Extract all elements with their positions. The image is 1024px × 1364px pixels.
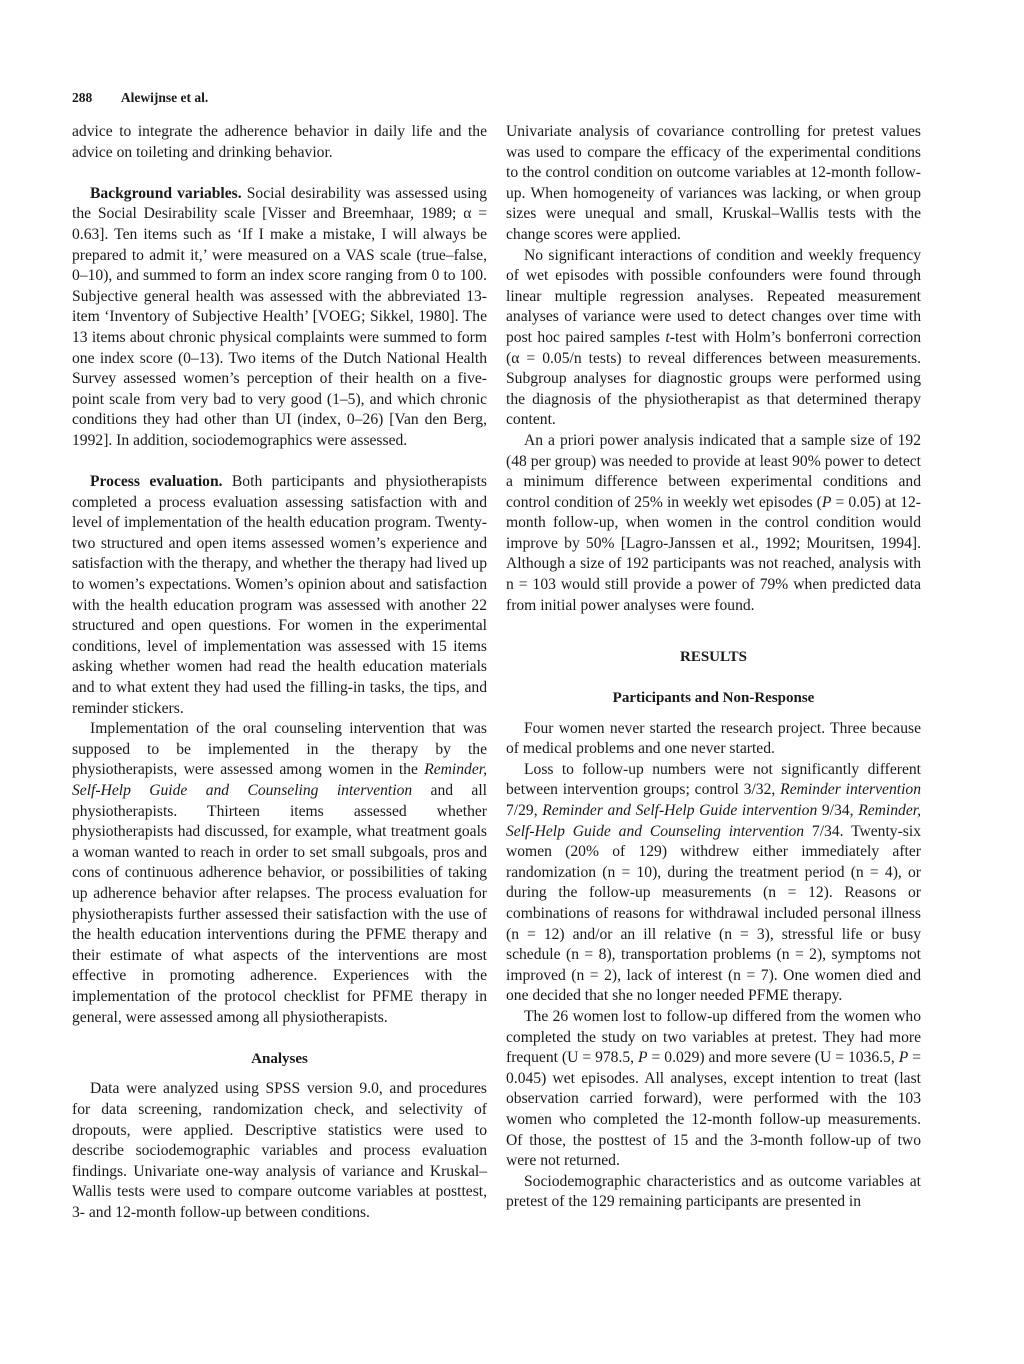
paragraph-background-variables [72,184,487,452]
implementation-italic: Reminder, Self-Help Guide and Counseling intervention [72,761,487,799]
p-value-italic-1: P [638,1049,648,1067]
running-head-authors: Alewijnse et al. [120,90,209,105]
power-text-a: An a priori power analysis indicated that a sample size of 192 (48 per group) was needed to provide at least 90% power to detect a minimum difference between experimental conditions and control condition of 25% in weekly wet episodes ( [506,431,921,511]
counseling-intervention-italic: Reminder, Self-Help Guide and Counseling intervention [506,802,921,840]
background-variables-text: Social desirability was assessed using the Social Desirability scale [Visser and Breemhaar, 1989; α = 0.63]. Ten items such as ‘If I make a mistake, I will always be prepared to admit it,’ were measured on a VAS scale (true–false, 0–10), and summed to form an index score ranging from 0 to 100. Subjective general health was assessed with the abbreviated 13-item ‘Inventory of Subjective Health’ [VOEG; Sikkel, 1980]. The 13 items about chronic physical complaints were summed to form one index score (0–13). Two items of the Dutch National Health Survey assessed women’s perception of their health on a five-point scale from very bad to very good (1–5), and which chronic conditions they had other than UI (index, 0–26) [Van den Berg, 1992]. In addition, sociodemographics were assessed. [72,184,487,449]
paragraph-implementation [72,719,487,1028]
analyses-heading: Analyses [251,1050,308,1067]
implementation-text-a: Implementation of the oral counseling intervention that was supposed to be implemented in the therapy by the physiotherapists, were assessed among women in the [72,720,487,779]
paragraph-lost-women [506,1007,921,1172]
paragraph-analyses: Data were analyzed using SPSS version 9.0, and procedures for data screening, randomization check, and selectivity of dropouts, were applied. Descriptive statistics were used to describe sociodemographic variables and process evaluation findings. Univariate one-way analysis of variance and Kruskal–Wallis tests were used to compare outcome variables at posttest, 3- and 12-month follow-up between conditions. [72,1080,487,1221]
process-evaluation-heading: Process evaluation. [90,473,223,491]
results-heading: RESULTS [680,648,747,665]
lost-text-b: = 0.029) and more severe (U = 1036.5, [647,1049,899,1067]
reminder-intervention-italic: Reminder intervention [780,781,922,799]
page-number: 288 [72,90,93,105]
power-text-b: = 0.05) at 12-month follow-up, when women in the control condition would improve by 50% [Lagro-Janssen et al., 1992; Mouritsen, 1994]. Although a size of 192 participants was not reached, analysis with n = 103 would still provide a power of 79% when predicted data from initial power analyses were found. [506,493,921,614]
paragraph-sociodemographic: Sociodemographic characteristics and as outcome variables at pretest of the 129 remaining participants are presented in [506,1172,921,1211]
process-evaluation-text: Both participants and physiotherapists completed a process evaluation assessing satisfaction with and level of implementation of the health education program. Twenty-two structured and open items assessed women’s experience and satisfaction with the therapy, and whether the therapy had lived up to women’s expectations. Women’s opinion about and satisfaction with the health education program was assessed with another 22 structured and open questions. For women in the experimental conditions, level of implementation was assessed with 15 items asking whether women had read the health education materials and to what extent they had used the filling-in tasks, the tips, and reminder stickers. [72,473,487,717]
paragraph-ancova: Univariate analysis of covariance controlling for pretest values was used to compare the efficacy of the experimental conditions to the control condition on outcome variables at 12-month follow-up. When homogeneity of variances was lacking, or when group sizes were unequal and small, Kruskal–Wallis tests with the change scores were applied. [506,123,921,243]
paragraph-never-started: Four women never started the research project. Three because of medical problems and one never started. [506,719,921,758]
lost-text-c: = 0.045) wet episodes. All analyses, except intention to treat (last observation carried forward), were performed with the 103 women who completed the 12-month follow-up measurements. Of those, the posttest of 15 and the 3-month follow-up of two were not returned. [506,1049,921,1170]
self-help-intervention-italic: Reminder and Self-Help Guide intervention [542,802,818,819]
paragraph-regression [506,246,921,431]
paragraph-loss-to-follow-up [506,760,921,1007]
background-variables-heading: Background variables. [90,184,242,202]
loss-text-d: 7/34. Twenty-six women (20% of 129) withdrew either immediately after randomization (n = 10), during the treatment period (n = 4), or during the follow-up measurements (n = 12). Reasons or combinations of reasons for withdrawal included personal illness (n = 12) and/or an ill relative (n = 3), stressful life or busy schedule (n = 8), transportation problems (n = 2), symptoms not improved (n = 2), lack of interest (n = 7). One women died and one decided that she no longer needed PFME therapy. [506,822,921,1005]
participants-heading: Participants and Non-Response [612,690,815,707]
paragraph-power-analysis [506,431,921,616]
regression-text-b: -test with Holm’s bonferroni correction (α = 0.05/n tests) to reveal differences between measurements. Subgroup analyses for diagnostic groups were performed using the diagnosis of the physiotherapist as that determined therapy content. [506,328,921,429]
t-test-italic: t [665,328,670,346]
running-head [72,90,208,106]
paragraph-intro: advice to integrate the adherence behavior in daily life and the advice on toileting and drinking behavior. [72,123,487,161]
implementation-text-b: and all physiotherapists. Thirteen items assessed whether physiotherapists had discussed, for example, what treatment goals a woman wanted to reach in order to set small subgoals, pros and cons of continuous adherence behavior, or possibilities of taking up adherence behavior after relapses. The process evaluation for physiotherapists further assessed their satisfaction with the use of the health education interventions during the PFME therapy and their estimate of what aspects of the interventions are most effective in promoting adherence. Experiences with the implementation of the protocol checklist for PFME therapy in general, were assessed among all physiotherapists. [72,782,487,1026]
p-value-italic: P [821,493,832,511]
loss-text-c: 9/34, [817,802,859,819]
loss-text-b: 7/29, [506,802,543,819]
regression-text-a: No significant interactions of condition and weekly frequency of wet episodes with possible confounders were found through linear multiple regression analyses. Repeated measurement analyses of variance were used to detect changes over time with post hoc paired samples [506,246,921,346]
left-column [72,122,487,1223]
paragraph-process-evaluation [72,472,487,719]
right-column [506,122,921,1213]
lost-text-a: The 26 women lost to follow-up differed from the women who completed the study on two variables at pretest. They had more frequent (U = 978.5, [506,1007,921,1067]
p-value-italic-2: P [898,1049,909,1067]
loss-text-a: Loss to follow-up numbers were not significantly different between intervention groups; control 3/32, [506,760,921,799]
